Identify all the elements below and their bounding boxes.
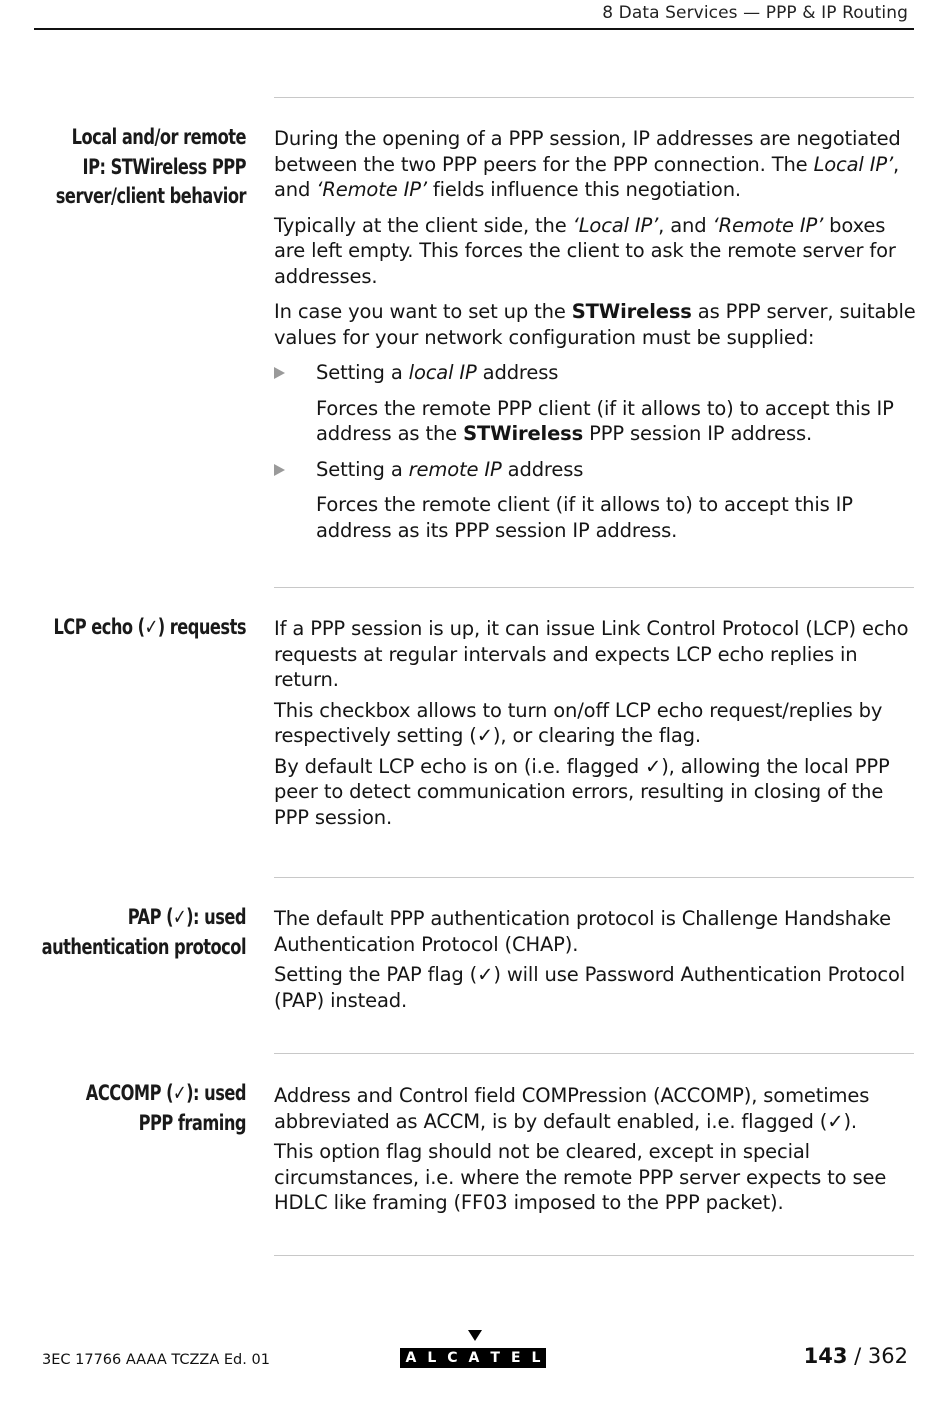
logo-wordmark [400, 1348, 546, 1368]
title-line: ACCOMP (✓): used [85, 1081, 246, 1105]
page-separator: / [847, 1344, 868, 1368]
title-line: LCP echo (✓) requests [53, 615, 246, 639]
text: By default LCP echo is on (i.e. flagged [274, 754, 646, 778]
bullet-arrow-icon [274, 367, 285, 379]
title-line: IP: STWireless PPP [82, 154, 246, 179]
brand-name: STWireless [463, 422, 584, 445]
paragraph: This option flag should not be cleared, except in special circumstances, i.e. where the remote PPP server expects to see HDLC like framing (FF03 imposed to the PPP packet). [274, 1140, 887, 1214]
chapter-title: 8 Data Services — PPP & IP Routing [602, 3, 908, 23]
text: boxes are left empty. This forces the client to ask the remote server for addresses. [274, 213, 896, 288]
emphasis: local IP [408, 361, 477, 384]
section-divider [274, 587, 914, 588]
checkmark-icon: ✓ [477, 963, 494, 986]
text: Setting the PAP flag ( [274, 963, 478, 986]
paragraph [274, 299, 919, 350]
page-total: 362 [867, 1344, 908, 1368]
text: ) will use Password Authentication Protocol (PAP) instead. [274, 963, 906, 1012]
bullet-arrow-icon [274, 464, 285, 476]
paragraph [274, 698, 919, 749]
field-name-local-ip: Local IP’ [813, 152, 894, 176]
text: ), allowing the local PPP peer to detect communication errors, resulting in closing of the PPP session. [274, 754, 890, 829]
text: Setting a [316, 457, 409, 481]
section-divider [274, 1053, 914, 1054]
text: , and [274, 152, 900, 201]
section-body-lcp-echo [274, 616, 919, 840]
text: Address and Control field COMPression (ACCOMP), sometimes abbreviated as ACCM, is by default enabled, i.e. flagged ( [274, 1084, 870, 1133]
section-body-accomp [274, 1083, 919, 1226]
section-title-accomp [35, 1079, 246, 1138]
logo-letter: E [510, 1350, 521, 1366]
field-name-remote-ip: ‘Remote IP’ [316, 178, 427, 201]
logo-letter: C [447, 1350, 458, 1366]
paragraph: The default PPP authentication protocol is Challenge Handshake Authentication Protocol (CHAP). [274, 907, 892, 956]
logo-triangle-icon [468, 1330, 482, 1341]
text: In case you want to set up the [274, 300, 572, 323]
checkmark-icon: ✓ [645, 754, 662, 778]
brand-name: STWireless [571, 300, 692, 323]
logo-letter: L [427, 1350, 437, 1366]
text: as PPP server, suitable values for your network configuration must be supplied: [274, 300, 916, 349]
text: ), or clearing the flag. [492, 724, 701, 747]
bullet-description: Forces the remote client (if it allows to) to accept this IP address as its PPP session IP address. [316, 493, 853, 542]
bullet-description [274, 396, 919, 447]
section-divider [274, 1255, 914, 1256]
bullet-item [274, 457, 919, 483]
document-id: 3EC 17766 AAAA TCZZA Ed. 01 [42, 1352, 270, 1368]
emphasis: remote IP [408, 457, 502, 481]
checkmark-icon: ✓ [476, 724, 493, 747]
logo-letter: L [531, 1350, 541, 1366]
section-body-local-remote-ip [274, 126, 919, 553]
section-title-pap [35, 903, 246, 962]
header-rule [34, 28, 914, 30]
title-line: Local and/or remote [71, 125, 246, 149]
title-line: server/client behavior [55, 184, 247, 208]
alcatel-logo [400, 1330, 546, 1370]
paragraph [274, 1083, 919, 1134]
text: address [501, 457, 584, 481]
section-divider [274, 877, 914, 878]
title-line: PPP framing [138, 1110, 246, 1135]
section-body-pap [274, 906, 919, 1023]
text: , and [658, 213, 713, 237]
text: This checkbox allows to turn on/off LCP echo request/replies by respectively setting ( [274, 698, 883, 747]
logo-letter: A [405, 1350, 417, 1366]
title-line: PAP (✓): used [127, 905, 246, 929]
section-title-lcp-echo [35, 613, 246, 643]
text: ). [843, 1109, 857, 1133]
logo-letter: A [468, 1350, 480, 1366]
page-current: 143 [803, 1344, 848, 1368]
title-line: authentication protocol [41, 934, 246, 959]
text: Forces the remote PPP client (if it allows to) to accept this IP address as the [316, 396, 894, 445]
paragraph: If a PPP session is up, it can issue Link Control Protocol (LCP) echo requests at regular intervals and expects LCP echo replies in return. [274, 617, 909, 691]
field-name-remote-ip: ‘Remote IP’ [712, 213, 824, 237]
page-number [804, 1344, 908, 1368]
logo-letter: T [490, 1350, 500, 1366]
text: PPP session IP address. [583, 422, 813, 445]
section-divider [274, 97, 914, 98]
paragraph [274, 213, 919, 290]
bullet-item [274, 360, 919, 386]
section-title-local-remote-ip [35, 123, 246, 212]
text: Typically at the client side, the [274, 213, 573, 237]
paragraph [274, 754, 919, 831]
text: address [476, 361, 559, 384]
checkmark-icon: ✓ [827, 1109, 844, 1133]
text: fields influence this negotiation. [426, 178, 741, 201]
text: Setting a [316, 361, 409, 384]
text: During the opening of a PPP session, IP addresses are negotiated between the two PPP peers for the PPP connection. The [274, 127, 901, 176]
paragraph [274, 126, 919, 203]
paragraph [274, 962, 919, 1013]
field-name-local-ip: ‘Local IP’ [572, 213, 659, 237]
